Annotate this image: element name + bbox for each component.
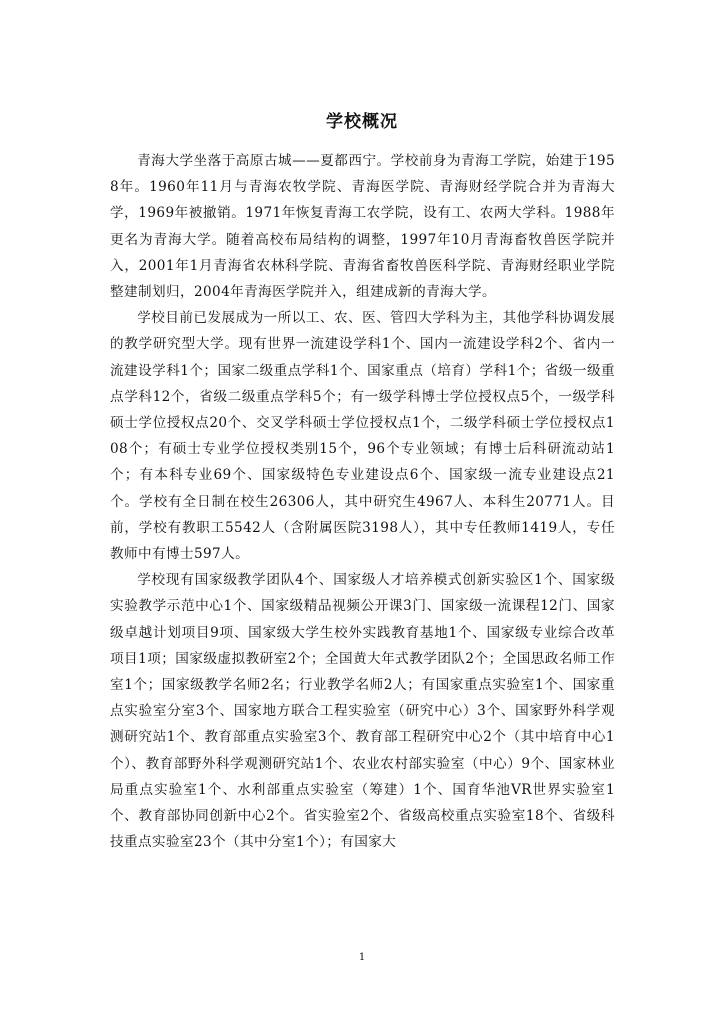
paragraph-history: 青海大学坐落于高原古城——夏都西宁。学校前身为青海工学院，始建于1958年。1960年11月与青海农牧学院、青海医学院、青海财经学院合并为青海大学，1969年被撤销。1971年恢复青海工农学院，设有工、农两大学科。1988年更名为青海大学。随着高校布局结构的调整，1997年10月青海畜牧兽医学院并入，2001年1月青海省农林科学院、青海省畜牧兽医科学院、青海财经职业学院整建制划归，2004年青海医学院并入，组建成新的青海大学。 [110,153,615,301]
document-body [110,148,615,855]
paragraph-teaching-research: 学校现有国家级教学团队4个、国家级人才培养模式创新实验区1个、国家级实验教学示范中心1个、国家级精品视频公开课3门、国家级一流课程12门、国家级卓越计划项目9项、国家级大学生校外实践教育基地1个、国家级专业综合改革项目1项；国家级虚拟教研室2个；全国黄大年式教学团队2个；全国思政名师工作室1个；国家级教学名师2名；行业教学名师2人；有国家重点实验室1个、国家重点实验室分室3个、国家地方联合工程实验室（研究中心）3个、国家野外科学观测研究站1个、教育部重点实验室3个、教育部工程研究中心2个（其中培育中心1个）、教育部野外科学观测研究站1个、农业农村部实验室（中心）9个、国家林业局重点实验室1个、水利部重点实验室（筹建）1个、国育华池VR世界实验室1个、教育部协同创新中心2个。省实验室2个、省级高校重点实验室18个、省级科技重点实验室23个（其中分室1个）；有国家大 [110,572,615,851]
page-title: 学校概况 [326,112,398,132]
paragraph-disciplines: 学校目前已发展成为一所以工、农、医、管四大学科为主，其他学科协调发展的教学研究型大学。现有世界一流建设学科1个、国内一流建设学科2个、省内一流建设学科1个；国家二级重点学科1个、国家重点（培育）学科1个；省级一级重点学科12个，省级二级重点学科5个；有一级学科博士学位授权点5个，一级学科硕士学位授权点20个、交叉学科硕士学位授权点1个，二级学科硕士学位授权点108个；有硕士专业学位授权类别15个，96个专业领域；有博士后科研流动站1个；有本科专业69个、国家级特色专业建设点6个、国家级一流专业建设点21个。学校有全日制在校生26306人，其中研究生4967人、本科生20771人。目前，学校有教职工5542人（含附属医院3198人），其中专任教师1419人，专任教师中有博士597人。 [110,310,615,563]
page-number: 1 [358,952,366,963]
